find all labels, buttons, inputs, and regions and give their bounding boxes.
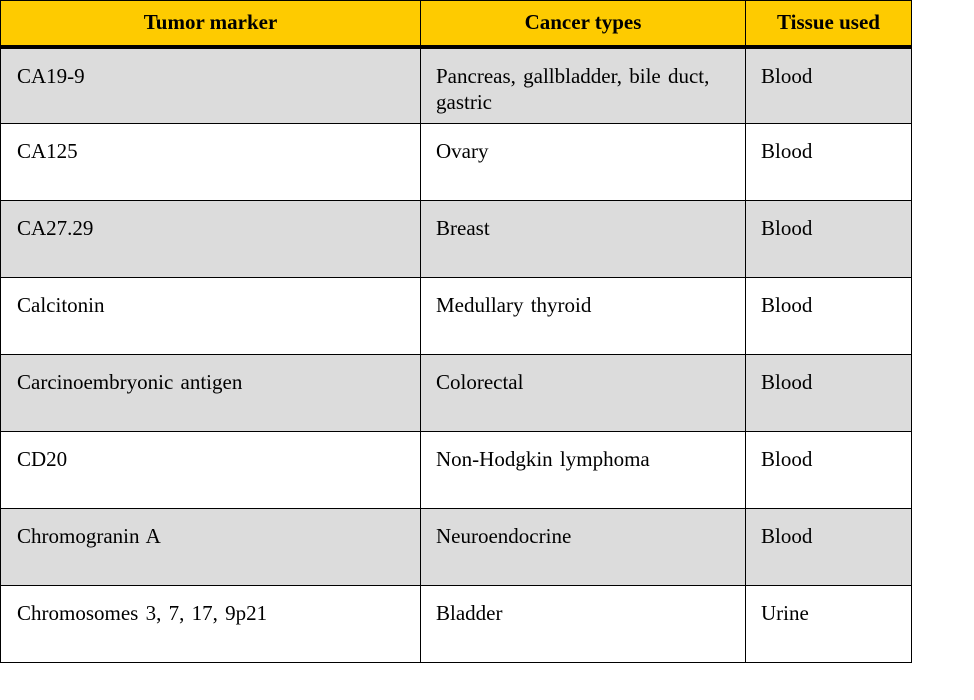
table-row [1,201,912,278]
table-row [1,124,912,201]
cancer-types-cell: Medullary thyroid [421,278,746,355]
table-row [1,278,912,355]
cancer-types-cell: Neuroendocrine [421,509,746,586]
tumor-marker-cell: CA19-9 [1,47,421,124]
column-header-cancer-types: Cancer types [421,1,746,47]
tissue-used-cell: Blood [746,278,912,355]
cancer-types-cell: Breast [421,201,746,278]
tissue-used-cell: Blood [746,47,912,124]
tumor-marker-cell: Chromosomes 3, 7, 17, 9p21 [1,586,421,663]
tissue-used-cell: Blood [746,124,912,201]
tumor-marker-cell: CD20 [1,432,421,509]
cancer-types-cell: Ovary [421,124,746,201]
cancer-types-cell: Bladder [421,586,746,663]
tumor-marker-cell: Calcitonin [1,278,421,355]
cancer-types-cell: Colorectal [421,355,746,432]
tumor-marker-cell: CA125 [1,124,421,201]
table-header-row [1,1,912,47]
tumor-marker-cell: CA27.29 [1,201,421,278]
table-row [1,47,912,124]
tumor-marker-cell: Carcinoembryonic antigen [1,355,421,432]
table-row [1,509,912,586]
tissue-used-cell: Blood [746,355,912,432]
table-row [1,432,912,509]
tumor-marker-cell: Chromogranin A [1,509,421,586]
table-row [1,586,912,663]
cancer-types-cell: Non-Hodgkin lymphoma [421,432,746,509]
tissue-used-cell: Blood [746,509,912,586]
table-row [1,355,912,432]
tissue-used-cell: Blood [746,432,912,509]
cancer-types-cell: Pancreas, gallbladder, bile duct, gastric [421,47,746,124]
tissue-used-cell: Urine [746,586,912,663]
column-header-tissue-used: Tissue used [746,1,912,47]
tissue-used-cell: Blood [746,201,912,278]
column-header-tumor-marker: Tumor marker [1,1,421,47]
